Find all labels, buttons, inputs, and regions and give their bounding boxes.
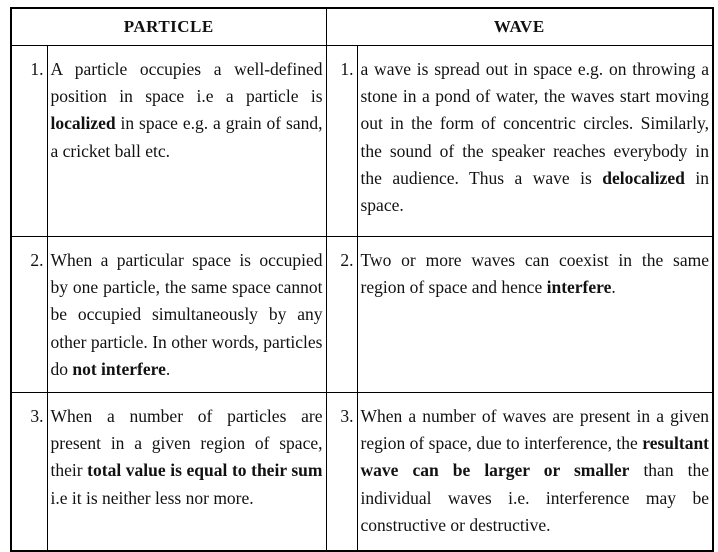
emphasis-text: delocalized — [602, 167, 685, 188]
wave-cell: When a number of waves are present in a given region of space, due to interference, the resultant wave can be larger or smaller than the individual waves i.e. interference may be constructive or destructive. — [357, 393, 713, 552]
emphasis-text: resultant wave can be larger or smaller — [360, 433, 710, 481]
header-row — [11, 8, 713, 46]
row-number: 2. — [326, 237, 357, 393]
row-number: 1. — [326, 46, 357, 237]
particle-cell: When a particular space is occupied by one particle, the same space cannot be occupied simultaneously by any other particle. In other words, particles do not interfere. — [47, 237, 326, 393]
particle-cell: When a number of particles are present in a given region of space, their total value is equal to their sum i.e it is neither less nor more. — [47, 393, 326, 552]
row-number: 3. — [11, 393, 47, 552]
row-number: 1. — [11, 46, 47, 237]
wave-cell: Two or more waves can coexist in the same region of space and hence interfere. — [357, 237, 713, 393]
particle-header: PARTICLE — [11, 8, 326, 46]
wave-cell: a wave is spread out in space e.g. on throwing a stone in a pond of water, the waves start moving out in the form of concentric circles. Similarly, the sound of the speaker reaches everybody in the audience. Thus a wave is delocalized in space. — [357, 46, 713, 237]
table-row — [11, 237, 713, 393]
emphasis-text: not interfere — [72, 358, 166, 379]
emphasis-text: interfere — [546, 277, 612, 298]
particle-cell: A particle occupies a well-defined position in space i.e a particle is localized in space e.g. a grain of sand, a cricket ball etc. — [47, 46, 326, 237]
table-row — [11, 393, 713, 552]
emphasis-text: total value is equal to their sum — [87, 460, 323, 481]
table-row — [11, 46, 713, 237]
row-number: 2. — [11, 237, 47, 393]
row-number: 3. — [326, 393, 357, 552]
wave-header: WAVE — [326, 8, 713, 46]
comparison-table — [10, 7, 714, 552]
emphasis-text: localized — [50, 113, 116, 134]
